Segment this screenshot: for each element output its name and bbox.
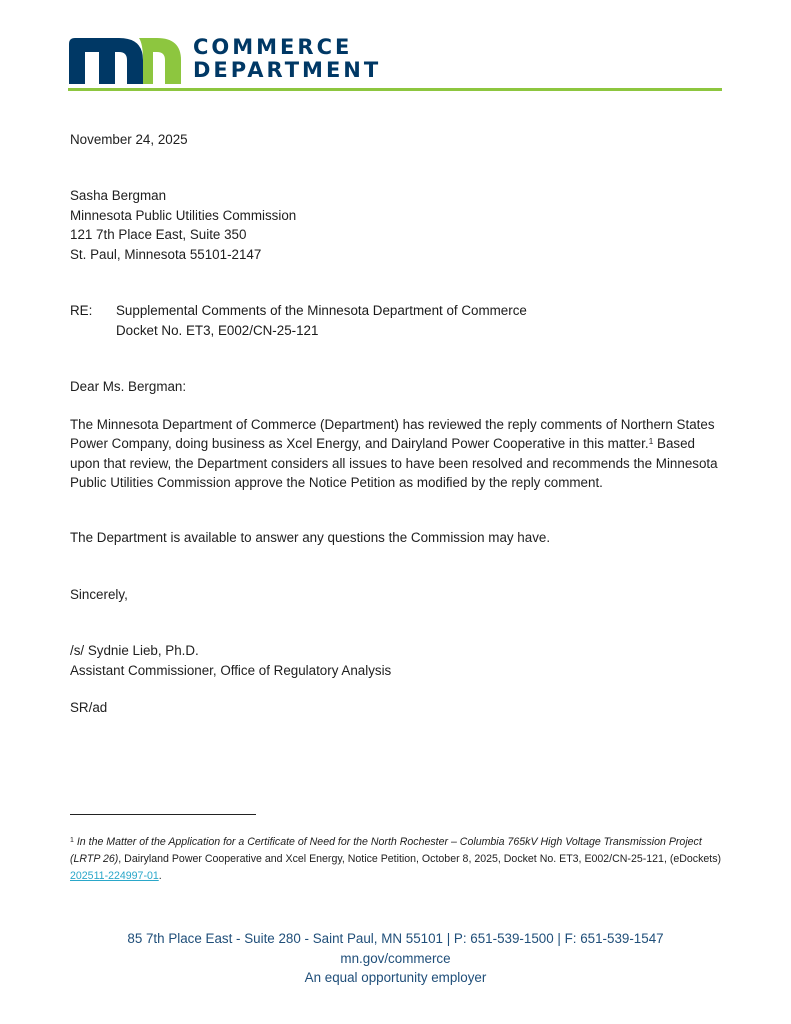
page-footer — [0, 929, 791, 988]
letter-date: November 24, 2025 — [70, 132, 188, 147]
closing: Sincerely, — [70, 587, 128, 602]
footnote-end-punct: . — [158, 869, 162, 882]
logo-line-commerce: COMMERCE — [193, 35, 353, 59]
salutation: Dear Ms. Bergman: — [70, 379, 187, 394]
re-subject-block — [116, 301, 527, 340]
paragraph-1-text-b: Based upon that review, the Department considers all issues to have been resolved and recommends the Minnesota Public Utilities Commission approve the Notice Petition as modified by the reply comment. — [70, 436, 718, 490]
recipient-street: 121 7th Place East, Suite 350 — [70, 227, 247, 242]
recipient-name: Sasha Bergman — [70, 188, 167, 203]
typist-initials: SR/ad — [70, 700, 108, 715]
re-docket: Docket No. ET3, E002/CN-25-121 — [116, 322, 319, 338]
footer-address: 85 7th Place East - Suite 280 - Saint Paul, MN 55101 | P: 651-539-1500 | F: 651-539-1547 — [127, 931, 664, 946]
commerce-department-logo — [69, 36, 409, 86]
recipient-address — [70, 186, 296, 264]
recipient-city-state-zip: St. Paul, Minnesota 55101-2147 — [70, 246, 262, 262]
footer-website: mn.gov/commerce — [340, 950, 451, 966]
edockets-link[interactable]: 202511-224997-01 — [70, 869, 159, 882]
logo-line-department: DEPARTMENT — [193, 58, 382, 82]
logo-wordmark — [193, 36, 381, 82]
header-divider — [68, 88, 722, 91]
body-paragraph-2: The Department is available to answer any questions the Commission may have. — [70, 530, 551, 545]
signature: /s/ Sydnie Lieb, Ph.D. — [70, 643, 199, 658]
footnote-reference[interactable]: 1 — [648, 436, 654, 447]
footer-tagline: An equal opportunity employer — [304, 970, 487, 985]
signature-block — [70, 641, 391, 680]
re-label: RE: — [70, 303, 93, 318]
mn-logo-icon — [69, 36, 181, 84]
footnote-citation: , Dairyland Power Cooperative and Xcel Energy, Notice Petition, October 8, 2025, Docket No. ET3, E002/CN-25-121, (eDockets) — [118, 852, 722, 865]
footnote-separator — [70, 814, 256, 815]
footnote-number: 1 — [70, 837, 74, 844]
re-subject: Supplemental Comments of the Minnesota Department of Commerce — [116, 303, 527, 318]
footnote-case-title: In the Matter of the Application for a Certificate of Need for the North Rochester – Columbia 765kV High Voltage Transmission Project (LRTP 26) — [70, 836, 702, 865]
footnote-1 — [70, 834, 730, 884]
signer-title: Assistant Commissioner, Office of Regulatory Analysis — [70, 662, 392, 678]
paragraph-1-text-a: The Minnesota Department of Commerce (Department) has reviewed the reply comments of Northern States Power Company, doing business as Xcel Energy, and Dairyland Power Cooperative in this matter. — [70, 417, 715, 452]
recipient-organization: Minnesota Public Utilities Commission — [70, 207, 297, 223]
body-paragraph-1 — [70, 415, 725, 492]
